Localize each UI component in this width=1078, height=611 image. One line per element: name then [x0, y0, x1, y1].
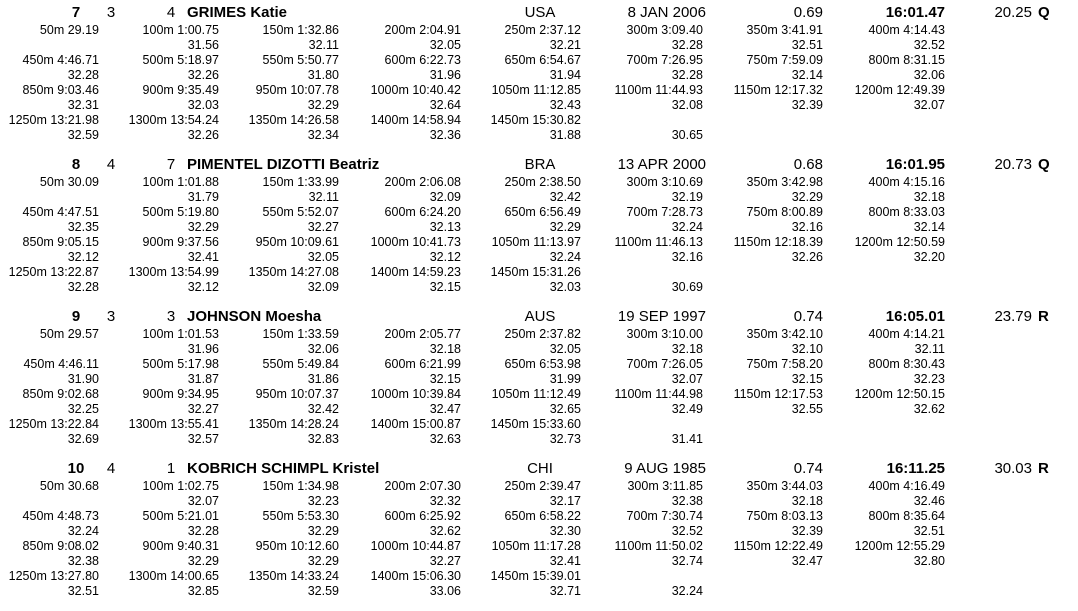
athlete-header-row — [0, 459, 1078, 479]
split-time: 1200m 12:50.15 — [854, 387, 945, 401]
rank: 10 — [67, 460, 85, 477]
split-time: 1350m 14:26.58 — [248, 113, 339, 127]
split-time: 400m 4:14.43 — [868, 23, 945, 37]
split-time: 300m 3:11.85 — [627, 479, 703, 493]
lap-time: 32.34 — [307, 128, 339, 142]
lap-time: 32.74 — [671, 554, 703, 568]
split-time: 50m 30.09 — [39, 175, 99, 189]
athlete-header-row — [0, 155, 1078, 175]
split-time: 550m 5:50.77 — [262, 53, 339, 67]
athlete-entry — [0, 155, 1078, 307]
split-time: 1050m 11:12.49 — [491, 387, 581, 401]
lap-time: 32.29 — [791, 190, 823, 204]
nation: USA — [524, 4, 556, 21]
lap-time: 32.15 — [429, 280, 461, 294]
lap-time: 32.24 — [671, 220, 703, 234]
lap-time: 32.11 — [308, 38, 339, 52]
final-time: 16:11.25 — [886, 460, 945, 477]
lap-time: 32.51 — [913, 524, 945, 538]
split-time: 1150m 12:17.32 — [733, 83, 823, 97]
split-time: 1300m 13:54.24 — [128, 113, 219, 127]
split-time: 700m 7:30.74 — [626, 509, 703, 523]
split-time: 1000m 10:44.87 — [370, 539, 461, 553]
split-time: 1350m 14:28.24 — [248, 417, 339, 431]
swimmer-name: GRIMES Katie — [187, 4, 288, 21]
lap-time: 31.86 — [307, 372, 339, 386]
athlete-header-row — [0, 307, 1078, 327]
lap-time: 32.27 — [429, 554, 461, 568]
lap-time: 32.05 — [429, 38, 461, 52]
split-time: 1400m 14:59.23 — [370, 265, 461, 279]
lap-time: 31.87 — [187, 372, 219, 386]
lap-time: 32.28 — [67, 280, 99, 294]
split-time: 600m 6:21.99 — [384, 357, 461, 371]
lap-time: 32.38 — [671, 494, 703, 508]
athlete-entry — [0, 307, 1078, 459]
split-time: 150m 1:33.59 — [262, 327, 339, 341]
lap-time: 30.65 — [671, 128, 703, 142]
split-time: 1150m 12:22.49 — [733, 539, 823, 553]
lap-time: 30.69 — [671, 280, 703, 294]
lap-time: 32.28 — [671, 68, 703, 82]
birth-date: 13 APR 2000 — [617, 156, 706, 173]
lane: 4 — [166, 4, 176, 21]
lap-time: 32.80 — [913, 554, 945, 568]
lap-time: 32.29 — [307, 554, 339, 568]
split-time: 700m 7:28.73 — [626, 205, 703, 219]
lap-time: 32.23 — [307, 494, 339, 508]
split-time: 500m 5:21.01 — [142, 509, 219, 523]
split-time: 650m 6:56.49 — [504, 205, 581, 219]
split-time: 1000m 10:40.42 — [370, 83, 461, 97]
lap-time: 32.41 — [549, 554, 581, 568]
split-time: 250m 2:38.50 — [504, 175, 581, 189]
lap-time: 32.14 — [791, 68, 823, 82]
lap-time: 32.23 — [913, 372, 945, 386]
lap-time: 32.64 — [429, 98, 461, 112]
lap-time: 32.18 — [429, 342, 461, 356]
lap-time: 32.24 — [549, 250, 581, 264]
lap-time: 32.59 — [307, 584, 339, 598]
lap-time: 32.10 — [791, 342, 823, 356]
split-time: 700m 7:26.95 — [626, 53, 703, 67]
qualification-code: Q — [1038, 4, 1050, 21]
lap-time: 31.94 — [549, 68, 581, 82]
split-time: 950m 10:12.60 — [255, 539, 339, 553]
lap-time: 31.90 — [67, 372, 99, 386]
final-time: 16:01.47 — [885, 4, 945, 21]
split-time: 750m 7:59.09 — [746, 53, 823, 67]
lap-time: 32.11 — [308, 190, 339, 204]
split-time: 150m 1:34.98 — [262, 479, 339, 493]
split-time: 950m 10:07.37 — [255, 387, 339, 401]
lap-time: 32.14 — [913, 220, 945, 234]
split-time: 200m 2:04.91 — [384, 23, 461, 37]
lap-time: 32.62 — [429, 524, 461, 538]
split-time: 400m 4:15.16 — [868, 175, 945, 189]
lane: 3 — [166, 308, 176, 325]
athlete-entry — [0, 3, 1078, 155]
split-time: 800m 8:30.43 — [868, 357, 945, 371]
lap-time: 33.06 — [429, 584, 461, 598]
split-time: 350m 3:41.91 — [746, 23, 823, 37]
lap-time: 32.73 — [549, 432, 581, 446]
lap-time: 32.43 — [549, 98, 581, 112]
split-time: 100m 1:00.75 — [142, 23, 219, 37]
split-time: 1100m 11:50.02 — [614, 539, 703, 553]
split-time: 1400m 15:06.30 — [370, 569, 461, 583]
split-time: 450m 4:47.51 — [22, 205, 99, 219]
lap-time: 32.24 — [67, 524, 99, 538]
lap-time: 32.03 — [187, 98, 219, 112]
lap-time: 31.88 — [549, 128, 581, 142]
lap-time: 32.59 — [67, 128, 99, 142]
lap-time: 32.03 — [549, 280, 581, 294]
lap-time: 31.41 — [671, 432, 703, 446]
lap-time: 32.13 — [429, 220, 461, 234]
lap-time: 32.31 — [67, 98, 99, 112]
lap-time: 32.29 — [187, 220, 219, 234]
lap-time: 32.36 — [429, 128, 461, 142]
split-time: 50m 30.68 — [39, 479, 99, 493]
split-time: 1400m 15:00.87 — [370, 417, 461, 431]
athlete-header-row — [0, 3, 1078, 23]
lap-time: 32.29 — [187, 554, 219, 568]
lap-time: 32.69 — [67, 432, 99, 446]
lap-time: 32.30 — [549, 524, 581, 538]
lap-time: 32.09 — [307, 280, 339, 294]
split-time: 1150m 12:18.39 — [733, 235, 823, 249]
lap-time: 32.29 — [307, 98, 339, 112]
lap-time: 31.56 — [187, 38, 219, 52]
split-time: 1050m 11:13.97 — [491, 235, 581, 249]
split-time: 1450m 15:33.60 — [490, 417, 581, 431]
split-time: 550m 5:49.84 — [262, 357, 339, 371]
split-time: 350m 3:42.10 — [746, 327, 823, 341]
split-time: 1450m 15:31.26 — [490, 265, 581, 279]
lap-time: 32.07 — [913, 98, 945, 112]
split-time: 1100m 11:46.13 — [614, 235, 703, 249]
split-time: 350m 3:42.98 — [746, 175, 823, 189]
split-time: 600m 6:25.92 — [384, 509, 461, 523]
lap-time: 32.52 — [671, 524, 703, 538]
split-time: 450m 4:48.73 — [22, 509, 99, 523]
lap-time: 32.08 — [671, 98, 703, 112]
lap-time: 32.25 — [67, 402, 99, 416]
nation: CHI — [527, 460, 553, 477]
split-time: 1200m 12:50.59 — [854, 235, 945, 249]
lap-time: 32.52 — [913, 38, 945, 52]
rank: 7 — [71, 4, 81, 21]
qualification-code: R — [1038, 460, 1049, 477]
split-time: 850m 9:05.15 — [22, 235, 99, 249]
lap-time: 32.05 — [549, 342, 581, 356]
split-time: 850m 9:02.68 — [22, 387, 99, 401]
lap-time: 32.38 — [67, 554, 99, 568]
lane: 1 — [166, 460, 176, 477]
lap-time: 32.07 — [187, 494, 219, 508]
split-time: 200m 2:07.30 — [384, 479, 461, 493]
time-behind: 23.79 — [994, 308, 1032, 325]
lap-time: 32.29 — [307, 524, 339, 538]
lap-time: 32.83 — [307, 432, 339, 446]
split-time: 500m 5:17.98 — [142, 357, 219, 371]
lap-time: 32.46 — [913, 494, 945, 508]
split-time: 1350m 14:33.24 — [248, 569, 339, 583]
final-time: 16:01.95 — [885, 156, 945, 173]
split-time: 1100m 11:44.98 — [614, 387, 703, 401]
lane: 7 — [166, 156, 176, 173]
split-time: 250m 2:37.82 — [504, 327, 581, 341]
split-time: 900m 9:34.95 — [142, 387, 219, 401]
lap-time: 32.19 — [671, 190, 703, 204]
split-time: 250m 2:37.12 — [504, 23, 581, 37]
rank: 9 — [71, 308, 81, 325]
split-time: 1250m 13:21.98 — [8, 113, 99, 127]
lap-time: 32.55 — [791, 402, 823, 416]
split-time: 650m 6:53.98 — [504, 357, 581, 371]
heat: 3 — [106, 4, 116, 21]
lap-time: 32.62 — [913, 402, 945, 416]
rank: 8 — [71, 156, 81, 173]
birth-date: 19 SEP 1997 — [617, 308, 706, 325]
split-time: 1050m 11:17.28 — [491, 539, 581, 553]
lap-time: 32.16 — [791, 220, 823, 234]
birth-date: 8 JAN 2006 — [627, 4, 706, 21]
lap-time: 32.15 — [791, 372, 823, 386]
lap-time: 32.12 — [67, 250, 99, 264]
lap-time: 32.26 — [187, 68, 219, 82]
lap-time: 32.18 — [791, 494, 823, 508]
reaction-time: 0.74 — [793, 460, 823, 477]
lap-time: 32.18 — [671, 342, 703, 356]
split-time: 1250m 13:22.84 — [8, 417, 99, 431]
split-time: 900m 9:35.49 — [142, 83, 219, 97]
lap-time: 32.47 — [429, 402, 461, 416]
lap-time: 31.99 — [549, 372, 581, 386]
lap-time: 32.26 — [187, 128, 219, 142]
lap-time: 32.41 — [187, 250, 219, 264]
birth-date: 9 AUG 1985 — [624, 460, 706, 477]
qualification-code: R — [1038, 308, 1049, 325]
nation: BRA — [524, 156, 556, 173]
lap-time: 32.28 — [67, 68, 99, 82]
lap-time: 32.06 — [307, 342, 339, 356]
lap-time: 32.39 — [791, 98, 823, 112]
lap-time: 32.28 — [671, 38, 703, 52]
split-time: 100m 1:01.53 — [142, 327, 219, 341]
lap-time: 32.39 — [791, 524, 823, 538]
heat: 4 — [106, 156, 116, 173]
split-time: 550m 5:52.07 — [262, 205, 339, 219]
split-time: 400m 4:16.49 — [868, 479, 945, 493]
lap-time: 32.21 — [549, 38, 581, 52]
split-time: 650m 6:54.67 — [504, 53, 581, 67]
split-time: 350m 3:44.03 — [746, 479, 823, 493]
split-time: 750m 7:58.20 — [746, 357, 823, 371]
split-time: 500m 5:18.97 — [142, 53, 219, 67]
split-time: 300m 3:10.69 — [626, 175, 703, 189]
split-time: 1200m 12:49.39 — [854, 83, 945, 97]
split-time: 450m 4:46.11 — [23, 357, 99, 371]
split-time: 1350m 14:27.08 — [248, 265, 339, 279]
split-time: 700m 7:26.05 — [626, 357, 703, 371]
lap-time: 32.11 — [914, 342, 945, 356]
split-time: 1450m 15:39.01 — [490, 569, 581, 583]
split-time: 100m 1:02.75 — [142, 479, 219, 493]
lap-time: 31.96 — [187, 342, 219, 356]
split-time: 1250m 13:22.87 — [8, 265, 99, 279]
split-time: 950m 10:09.61 — [255, 235, 339, 249]
lap-time: 32.57 — [187, 432, 219, 446]
swimmer-name: PIMENTEL DIZOTTI Beatriz — [187, 156, 380, 173]
split-time: 1300m 14:00.65 — [128, 569, 219, 583]
qualification-code: Q — [1038, 156, 1050, 173]
reaction-time: 0.74 — [793, 308, 823, 325]
split-time: 1300m 13:54.99 — [128, 265, 219, 279]
split-time: 500m 5:19.80 — [142, 205, 219, 219]
split-time: 300m 3:09.40 — [626, 23, 703, 37]
lap-time: 31.80 — [307, 68, 339, 82]
lap-time: 32.20 — [913, 250, 945, 264]
lap-time: 32.35 — [67, 220, 99, 234]
split-time: 800m 8:35.64 — [868, 509, 945, 523]
split-time: 1200m 12:55.29 — [854, 539, 945, 553]
time-behind: 20.25 — [994, 4, 1032, 21]
lap-time: 32.15 — [429, 372, 461, 386]
lap-time: 32.49 — [671, 402, 703, 416]
lap-time: 32.65 — [549, 402, 581, 416]
lap-time: 32.29 — [549, 220, 581, 234]
split-time: 850m 9:03.46 — [22, 83, 99, 97]
split-time: 1300m 13:55.41 — [128, 417, 219, 431]
lap-time: 32.51 — [67, 584, 99, 598]
lap-time: 32.26 — [791, 250, 823, 264]
time-behind: 30.03 — [994, 460, 1032, 477]
lap-time: 32.71 — [549, 584, 581, 598]
lap-time: 32.27 — [187, 402, 219, 416]
split-time: 600m 6:24.20 — [384, 205, 461, 219]
split-time: 150m 1:32.86 — [262, 23, 339, 37]
time-behind: 20.73 — [994, 156, 1032, 173]
lap-time: 32.42 — [307, 402, 339, 416]
lap-time: 32.32 — [429, 494, 461, 508]
split-time: 800m 8:31.15 — [868, 53, 945, 67]
reaction-time: 0.69 — [793, 4, 823, 21]
split-time: 750m 8:00.89 — [746, 205, 823, 219]
lap-time: 32.17 — [549, 494, 581, 508]
nation: AUS — [524, 308, 556, 325]
split-time: 1050m 11:12.85 — [491, 83, 581, 97]
lap-time: 31.96 — [429, 68, 461, 82]
split-time: 1250m 13:27.80 — [8, 569, 99, 583]
lap-time: 32.27 — [307, 220, 339, 234]
split-time: 200m 2:05.77 — [384, 327, 461, 341]
split-time: 550m 5:53.30 — [262, 509, 339, 523]
swimmer-name: KOBRICH SCHIMPL Kristel — [187, 460, 380, 477]
lap-time: 31.79 — [187, 190, 219, 204]
lap-time: 32.12 — [187, 280, 219, 294]
lap-time: 32.63 — [429, 432, 461, 446]
split-time: 800m 8:33.03 — [868, 205, 945, 219]
heat: 4 — [106, 460, 116, 477]
split-time: 250m 2:39.47 — [504, 479, 581, 493]
lap-time: 32.05 — [307, 250, 339, 264]
lap-time: 32.16 — [671, 250, 703, 264]
lap-time: 32.85 — [187, 584, 219, 598]
heat: 3 — [106, 308, 116, 325]
lap-time: 32.07 — [671, 372, 703, 386]
split-time: 900m 9:37.56 — [142, 235, 219, 249]
reaction-time: 0.68 — [793, 156, 823, 173]
lap-time: 32.28 — [187, 524, 219, 538]
split-time: 450m 4:46.71 — [22, 53, 99, 67]
final-time: 16:05.01 — [885, 308, 945, 325]
split-time: 650m 6:58.22 — [504, 509, 581, 523]
lap-time: 32.42 — [549, 190, 581, 204]
split-time: 1400m 14:58.94 — [370, 113, 461, 127]
lap-time: 32.18 — [913, 190, 945, 204]
split-time: 1150m 12:17.53 — [733, 387, 823, 401]
split-time: 1100m 11:44.93 — [614, 83, 703, 97]
lap-time: 32.12 — [429, 250, 461, 264]
lap-time: 32.06 — [913, 68, 945, 82]
split-time: 1450m 15:30.82 — [490, 113, 581, 127]
split-time: 50m 29.19 — [39, 23, 99, 37]
split-time: 50m 29.57 — [39, 327, 99, 341]
split-time: 150m 1:33.99 — [262, 175, 339, 189]
lap-time: 32.24 — [671, 584, 703, 598]
split-time: 200m 2:06.08 — [384, 175, 461, 189]
athlete-entry — [0, 459, 1078, 611]
split-time: 750m 8:03.13 — [746, 509, 823, 523]
lap-time: 32.51 — [791, 38, 823, 52]
swimmer-name: JOHNSON Moesha — [187, 308, 322, 325]
lap-time: 32.47 — [791, 554, 823, 568]
split-time: 850m 9:08.02 — [22, 539, 99, 553]
split-time: 100m 1:01.88 — [142, 175, 219, 189]
split-time: 1000m 10:41.73 — [370, 235, 461, 249]
split-time: 950m 10:07.78 — [255, 83, 339, 97]
lap-time: 32.09 — [429, 190, 461, 204]
split-time: 600m 6:22.73 — [384, 53, 461, 67]
split-time: 1000m 10:39.84 — [370, 387, 461, 401]
split-time: 900m 9:40.31 — [142, 539, 219, 553]
split-time: 300m 3:10.00 — [626, 327, 703, 341]
split-time: 400m 4:14.21 — [868, 327, 945, 341]
